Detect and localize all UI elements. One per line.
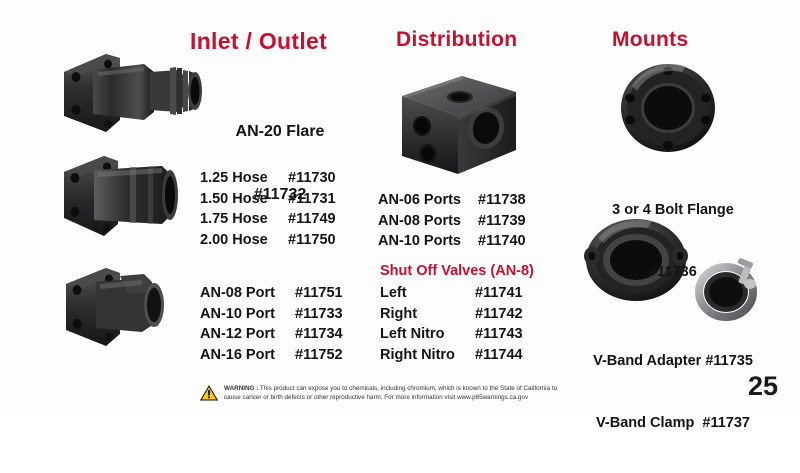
hose-part-list — [200, 168, 336, 250]
hose-label: 1.75 Hose — [200, 211, 268, 227]
list-item — [200, 324, 343, 345]
product-image-port-flange — [58, 262, 203, 357]
list-item — [378, 190, 526, 211]
page-number: 25 — [747, 371, 778, 401]
port-part-list — [200, 283, 343, 365]
list-item — [380, 283, 523, 304]
shutoff-label: Right Nitro — [380, 346, 455, 363]
list-item — [200, 189, 336, 210]
flange-line2: #11736 — [649, 264, 697, 280]
shutoff-part-list — [380, 283, 523, 365]
text-bolt-flange — [588, 160, 758, 322]
dist-number: #11739 — [478, 212, 526, 229]
shutoff-label: Left — [380, 285, 407, 301]
list-item — [200, 304, 343, 325]
vband-line1: V-Band Adapter #11735 — [593, 353, 753, 369]
dist-number: #11738 — [478, 192, 526, 208]
flange-line1: 3 or 4 Bolt Flange — [612, 202, 734, 218]
list-item — [200, 345, 343, 366]
port-label: AN-08 Port — [200, 285, 275, 301]
port-number: #11734 — [295, 326, 343, 342]
product-image-bolt-flange — [608, 58, 728, 158]
warning-text-2: cause cancer or birth defects or other reproductive harm. For more information visit www.p65warnings.ca.gov — [224, 393, 529, 401]
vband-line2: V-Band Clamp #11737 — [596, 415, 750, 431]
hose-number: #11730 — [288, 170, 336, 186]
list-item — [200, 283, 343, 304]
distribution-part-list — [378, 190, 526, 252]
product-image-distribution-block — [388, 70, 533, 185]
port-number: #11751 — [295, 285, 343, 301]
warning-word: WARNING : — [224, 385, 259, 393]
list-item — [378, 231, 526, 252]
hose-number: #11749 — [288, 211, 336, 227]
hose-label: 2.00 Hose — [200, 231, 268, 248]
prop65-warning — [200, 385, 650, 402]
dist-number: #11740 — [478, 233, 526, 249]
list-item — [200, 168, 336, 189]
shutoff-number: #11743 — [475, 326, 523, 342]
dist-label: AN-06 Ports — [378, 192, 461, 208]
warning-text-1: This product can expose you to chemicals, including chromium, which is known to the State of California to — [259, 385, 558, 393]
shutoff-label: Right — [380, 305, 418, 322]
product-image-an20-flare — [58, 46, 208, 146]
list-item — [378, 211, 526, 232]
shutoff-number: #11741 — [475, 285, 523, 301]
hose-label: 1.50 Hose — [200, 190, 268, 207]
port-number: #11733 — [295, 305, 343, 322]
list-item — [380, 304, 523, 325]
list-item — [380, 324, 523, 345]
port-label: AN-12 Port — [200, 326, 275, 342]
list-item — [380, 345, 523, 366]
product-image-hose-adapter — [58, 148, 203, 248]
shutoff-number: #11744 — [475, 346, 523, 363]
shutoff-valves-heading: Shut Off Valves (AN-8) — [380, 263, 534, 279]
dist-label: AN-08 Ports — [378, 212, 461, 229]
shutoff-label: Left Nitro — [380, 326, 445, 342]
an20-flare-line1: AN-20 Flare — [235, 123, 325, 140]
an20-flare-line2: #11732 — [253, 186, 307, 203]
hose-label: 1.25 Hose — [200, 170, 268, 186]
port-label: AN-10 Port — [200, 305, 275, 322]
port-label: AN-16 Port — [200, 346, 275, 363]
list-item — [200, 230, 336, 251]
hose-number: #11750 — [288, 231, 336, 248]
shutoff-number: #11742 — [475, 305, 523, 322]
list-item — [200, 209, 336, 230]
column-heading-distribution: Distribution — [396, 28, 518, 51]
warning-triangle-icon — [200, 385, 218, 401]
column-heading-mounts: Mounts — [612, 28, 689, 51]
hose-number: #11731 — [288, 190, 336, 207]
dist-label: AN-10 Ports — [378, 233, 461, 249]
port-number: #11752 — [295, 346, 343, 363]
column-heading-inlet: Inlet / Outlet — [190, 28, 328, 54]
